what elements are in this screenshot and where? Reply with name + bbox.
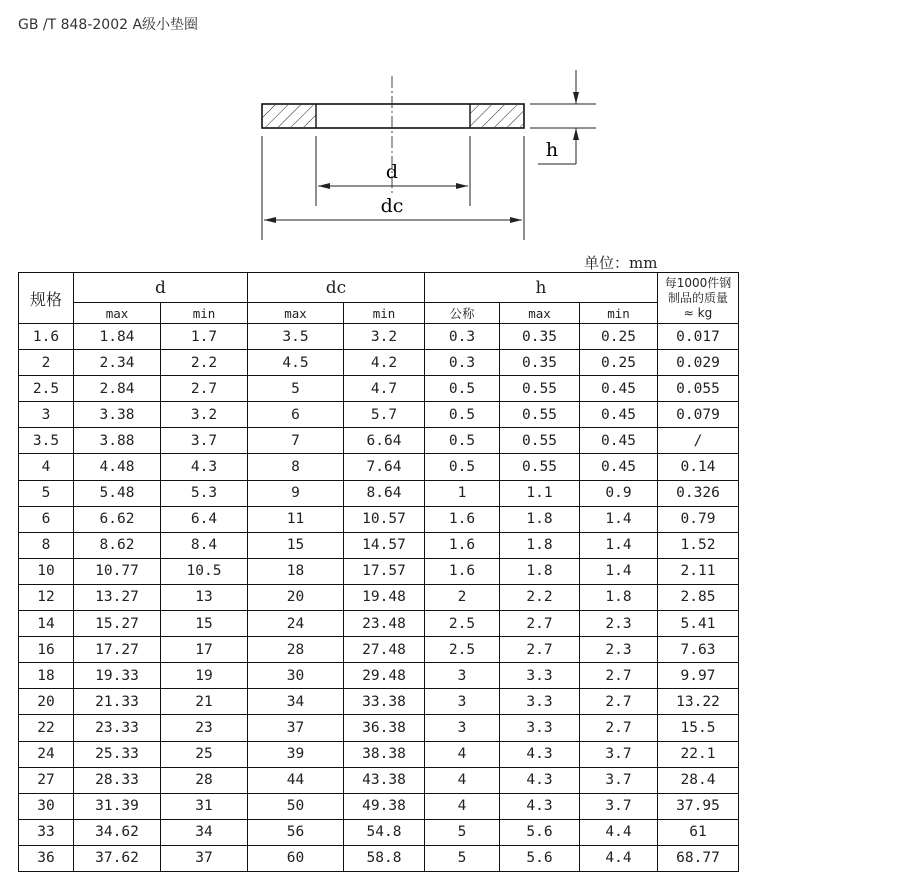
table-cell: 11 [248,506,344,532]
table-cell: 1.6 [425,558,500,584]
table-cell: 2 [19,350,74,376]
table-cell: 21 [161,689,248,715]
table-cell: 49.38 [344,793,425,819]
subheader-dc-min: min [344,303,425,324]
table-cell: 3 [19,402,74,428]
subheader-d-min: min [161,303,248,324]
table-cell: 3.5 [19,428,74,454]
table-cell: 2.84 [74,376,161,402]
header-h: h [425,273,658,303]
table-cell: 0.45 [580,376,658,402]
h-label: h [545,139,559,161]
washer-cross-section-drawing [250,66,610,242]
table-cell: 28.33 [74,767,161,793]
table-cell: 19.33 [74,663,161,689]
table-cell: 15 [248,532,344,558]
table-cell: 14 [19,611,74,637]
table-cell: 7.64 [344,454,425,480]
header-d: d [74,273,248,303]
table-cell: 3.38 [74,402,161,428]
table-cell: 22 [19,715,74,741]
table-cell: 4.5 [248,350,344,376]
table-cell: 2.11 [658,558,739,584]
table-cell: 38.38 [344,741,425,767]
table-cell: 0.79 [658,506,739,532]
table-cell: 0.9 [580,480,658,506]
table-row [19,532,739,558]
table-cell: 2.5 [425,611,500,637]
dc-label: dc [380,195,404,217]
table-cell: 6.4 [161,506,248,532]
table-cell: 34.62 [74,819,161,845]
table-cell: 3.7 [580,741,658,767]
table-cell: 1 [425,480,500,506]
table-cell: 3.5 [248,324,344,350]
table-cell: 0.5 [425,428,500,454]
table-cell: 19 [161,663,248,689]
table-cell: 2.7 [580,715,658,741]
table-cell: 1.8 [580,584,658,610]
table-cell: 0.029 [658,350,739,376]
table-cell: 2.2 [500,584,580,610]
table-cell: 6.62 [74,506,161,532]
table-cell: 5.3 [161,480,248,506]
header-weight: 每1000件钢 制品的质量 ≈ kg [658,273,739,324]
table-cell: 4.4 [580,845,658,871]
table-cell: 3.3 [500,715,580,741]
table-cell: 29.48 [344,663,425,689]
table-cell: 0.5 [425,376,500,402]
table-row [19,558,739,584]
table-cell: 25 [161,741,248,767]
table-cell: 0.45 [580,428,658,454]
table-cell: 37 [248,715,344,741]
table-cell: 2 [425,584,500,610]
table-cell: 3 [425,663,500,689]
table-cell: 12 [19,584,74,610]
table-cell: 8 [19,532,74,558]
table-cell: 0.55 [500,376,580,402]
table-cell: 22.1 [658,741,739,767]
table-cell: 37 [161,845,248,871]
table-cell: 17.57 [344,558,425,584]
table-row [19,611,739,637]
table-cell: 37.95 [658,793,739,819]
washer-spec-table [18,272,739,872]
table-cell: 6 [19,506,74,532]
table-cell: 20 [19,689,74,715]
table-cell: 54.8 [344,819,425,845]
table-cell: 3.88 [74,428,161,454]
table-cell: 17 [161,637,248,663]
table-cell: 0.55 [500,454,580,480]
table-row [19,350,739,376]
table-row [19,741,739,767]
table-cell: 2.7 [580,689,658,715]
table-cell: 2.85 [658,584,739,610]
table-cell: 10.5 [161,558,248,584]
table-cell: 0.079 [658,402,739,428]
table-cell: 8.64 [344,480,425,506]
table-cell: 3.7 [580,767,658,793]
table-cell: 1.6 [19,324,74,350]
table-cell: 21.33 [74,689,161,715]
table-cell: 4.2 [344,350,425,376]
table-cell: 2.7 [580,663,658,689]
table-cell: 15 [161,611,248,637]
table-cell: 3 [425,715,500,741]
table-cell: 5.7 [344,402,425,428]
table-cell: 7 [248,428,344,454]
d-label: d [385,161,399,183]
table-cell: / [658,428,739,454]
unit-label: 单位：mm [584,254,658,272]
table-cell: 4.48 [74,454,161,480]
table-cell: 34 [248,689,344,715]
table-cell: 33.38 [344,689,425,715]
table-cell: 13.27 [74,584,161,610]
table-cell: 58.8 [344,845,425,871]
table-cell: 5 [19,480,74,506]
table-cell: 0.5 [425,402,500,428]
table-cell: 3.7 [580,793,658,819]
table-cell: 0.25 [580,350,658,376]
table-cell: 0.35 [500,324,580,350]
table-cell: 5 [248,376,344,402]
header-spec: 规格 [19,273,74,324]
table-cell: 1.4 [580,506,658,532]
table-cell: 44 [248,767,344,793]
table-cell: 2.7 [161,376,248,402]
table-cell: 23 [161,715,248,741]
table-cell: 27.48 [344,637,425,663]
table-cell: 18 [19,663,74,689]
table-cell: 1.7 [161,324,248,350]
table-cell: 39 [248,741,344,767]
table-cell: 6 [248,402,344,428]
table-cell: 4.7 [344,376,425,402]
table-cell: 50 [248,793,344,819]
table-cell: 3.2 [161,402,248,428]
table-cell: 43.38 [344,767,425,793]
table-cell: 15.27 [74,611,161,637]
table-cell: 5 [425,845,500,871]
table-cell: 0.14 [658,454,739,480]
table-row [19,584,739,610]
table-cell: 0.3 [425,350,500,376]
table-row [19,793,739,819]
table-row [19,819,739,845]
table-cell: 15.5 [658,715,739,741]
table-cell: 10.57 [344,506,425,532]
table-cell: 18 [248,558,344,584]
table-cell: 30 [19,793,74,819]
table-cell: 36 [19,845,74,871]
table-cell: 2.3 [580,637,658,663]
table-cell: 4.4 [580,819,658,845]
table-cell: 3.3 [500,689,580,715]
table-cell: 1.8 [500,506,580,532]
table-cell: 23.48 [344,611,425,637]
table-cell: 8 [248,454,344,480]
table-row [19,324,739,350]
table-cell: 4 [425,741,500,767]
table-row [19,402,739,428]
table-row [19,480,739,506]
table-cell: 34 [161,819,248,845]
table-cell: 28.4 [658,767,739,793]
subheader-h-min: min [580,303,658,324]
table-cell: 1.6 [425,532,500,558]
table-cell: 2.3 [580,611,658,637]
table-cell: 0.3 [425,324,500,350]
table-cell: 0.55 [500,428,580,454]
table-cell: 23.33 [74,715,161,741]
table-cell: 68.77 [658,845,739,871]
table-cell: 13 [161,584,248,610]
table-row [19,454,739,480]
table-cell: 0.326 [658,480,739,506]
table-row [19,845,739,871]
table-cell: 31 [161,793,248,819]
table-cell: 14.57 [344,532,425,558]
table-cell: 5.41 [658,611,739,637]
table-cell: 1.4 [580,532,658,558]
table-cell: 24 [248,611,344,637]
table-cell: 3 [425,689,500,715]
table-cell: 5.48 [74,480,161,506]
subheader-dc-max: max [248,303,344,324]
table-cell: 60 [248,845,344,871]
table-cell: 4 [425,767,500,793]
table-cell: 4 [425,793,500,819]
table-cell: 9 [248,480,344,506]
table-cell: 2.7 [500,637,580,663]
table-cell: 61 [658,819,739,845]
table-cell: 0.35 [500,350,580,376]
table-row [19,715,739,741]
table-cell: 1.6 [425,506,500,532]
table-cell: 4.3 [500,767,580,793]
table-cell: 4.3 [161,454,248,480]
left-hatched-section [263,105,316,127]
table-cell: 7.63 [658,637,739,663]
table-cell: 25.33 [74,741,161,767]
table-cell: 28 [248,637,344,663]
table-body [19,324,739,872]
table-cell: 0.25 [580,324,658,350]
table-cell: 24 [19,741,74,767]
table-cell: 1.52 [658,532,739,558]
table-cell: 2.2 [161,350,248,376]
table-cell: 2.7 [500,611,580,637]
table-cell: 4.3 [500,793,580,819]
table-cell: 6.64 [344,428,425,454]
table-cell: 10.77 [74,558,161,584]
table-cell: 1.84 [74,324,161,350]
table-cell: 30 [248,663,344,689]
table-row [19,689,739,715]
table-cell: 8.4 [161,532,248,558]
table-cell: 2.5 [425,637,500,663]
table-cell: 4.3 [500,741,580,767]
table-row [19,376,739,402]
table-cell: 5.6 [500,845,580,871]
table-cell: 1.8 [500,532,580,558]
table-cell: 3.7 [161,428,248,454]
table-row [19,767,739,793]
table-cell: 16 [19,637,74,663]
table-cell: 9.97 [658,663,739,689]
table-cell: 8.62 [74,532,161,558]
table-cell: 3.2 [344,324,425,350]
table-cell: 1.8 [500,558,580,584]
table-cell: 36.38 [344,715,425,741]
table-cell: 1.4 [580,558,658,584]
right-hatched-section [470,105,523,127]
table-cell: 17.27 [74,637,161,663]
table-cell: 33 [19,819,74,845]
table-cell: 27 [19,767,74,793]
table-cell: 31.39 [74,793,161,819]
table-cell: 2.34 [74,350,161,376]
table-cell: 0.5 [425,454,500,480]
table-cell: 10 [19,558,74,584]
table-cell: 56 [248,819,344,845]
subheader-h-max: max [500,303,580,324]
table-cell: 3.3 [500,663,580,689]
table-cell: 19.48 [344,584,425,610]
table-cell: 37.62 [74,845,161,871]
table-cell: 0.017 [658,324,739,350]
table-row [19,428,739,454]
table-cell: 1.1 [500,480,580,506]
table-row [19,637,739,663]
table-cell: 0.45 [580,402,658,428]
table-cell: 28 [161,767,248,793]
subheader-d-max: max [74,303,161,324]
table-cell: 0.055 [658,376,739,402]
table-cell: 5 [425,819,500,845]
table-cell: 5.6 [500,819,580,845]
page-title: GB /T 848-2002 A级小垫圈 [18,17,199,33]
table-cell: 2.5 [19,376,74,402]
table-cell: 4 [19,454,74,480]
table-row [19,506,739,532]
table-row [19,663,739,689]
subheader-h-nominal: 公称 [425,303,500,324]
table-cell: 20 [248,584,344,610]
header-dc: dc [248,273,425,303]
table-cell: 0.45 [580,454,658,480]
table-cell: 0.55 [500,402,580,428]
table-cell: 13.22 [658,689,739,715]
